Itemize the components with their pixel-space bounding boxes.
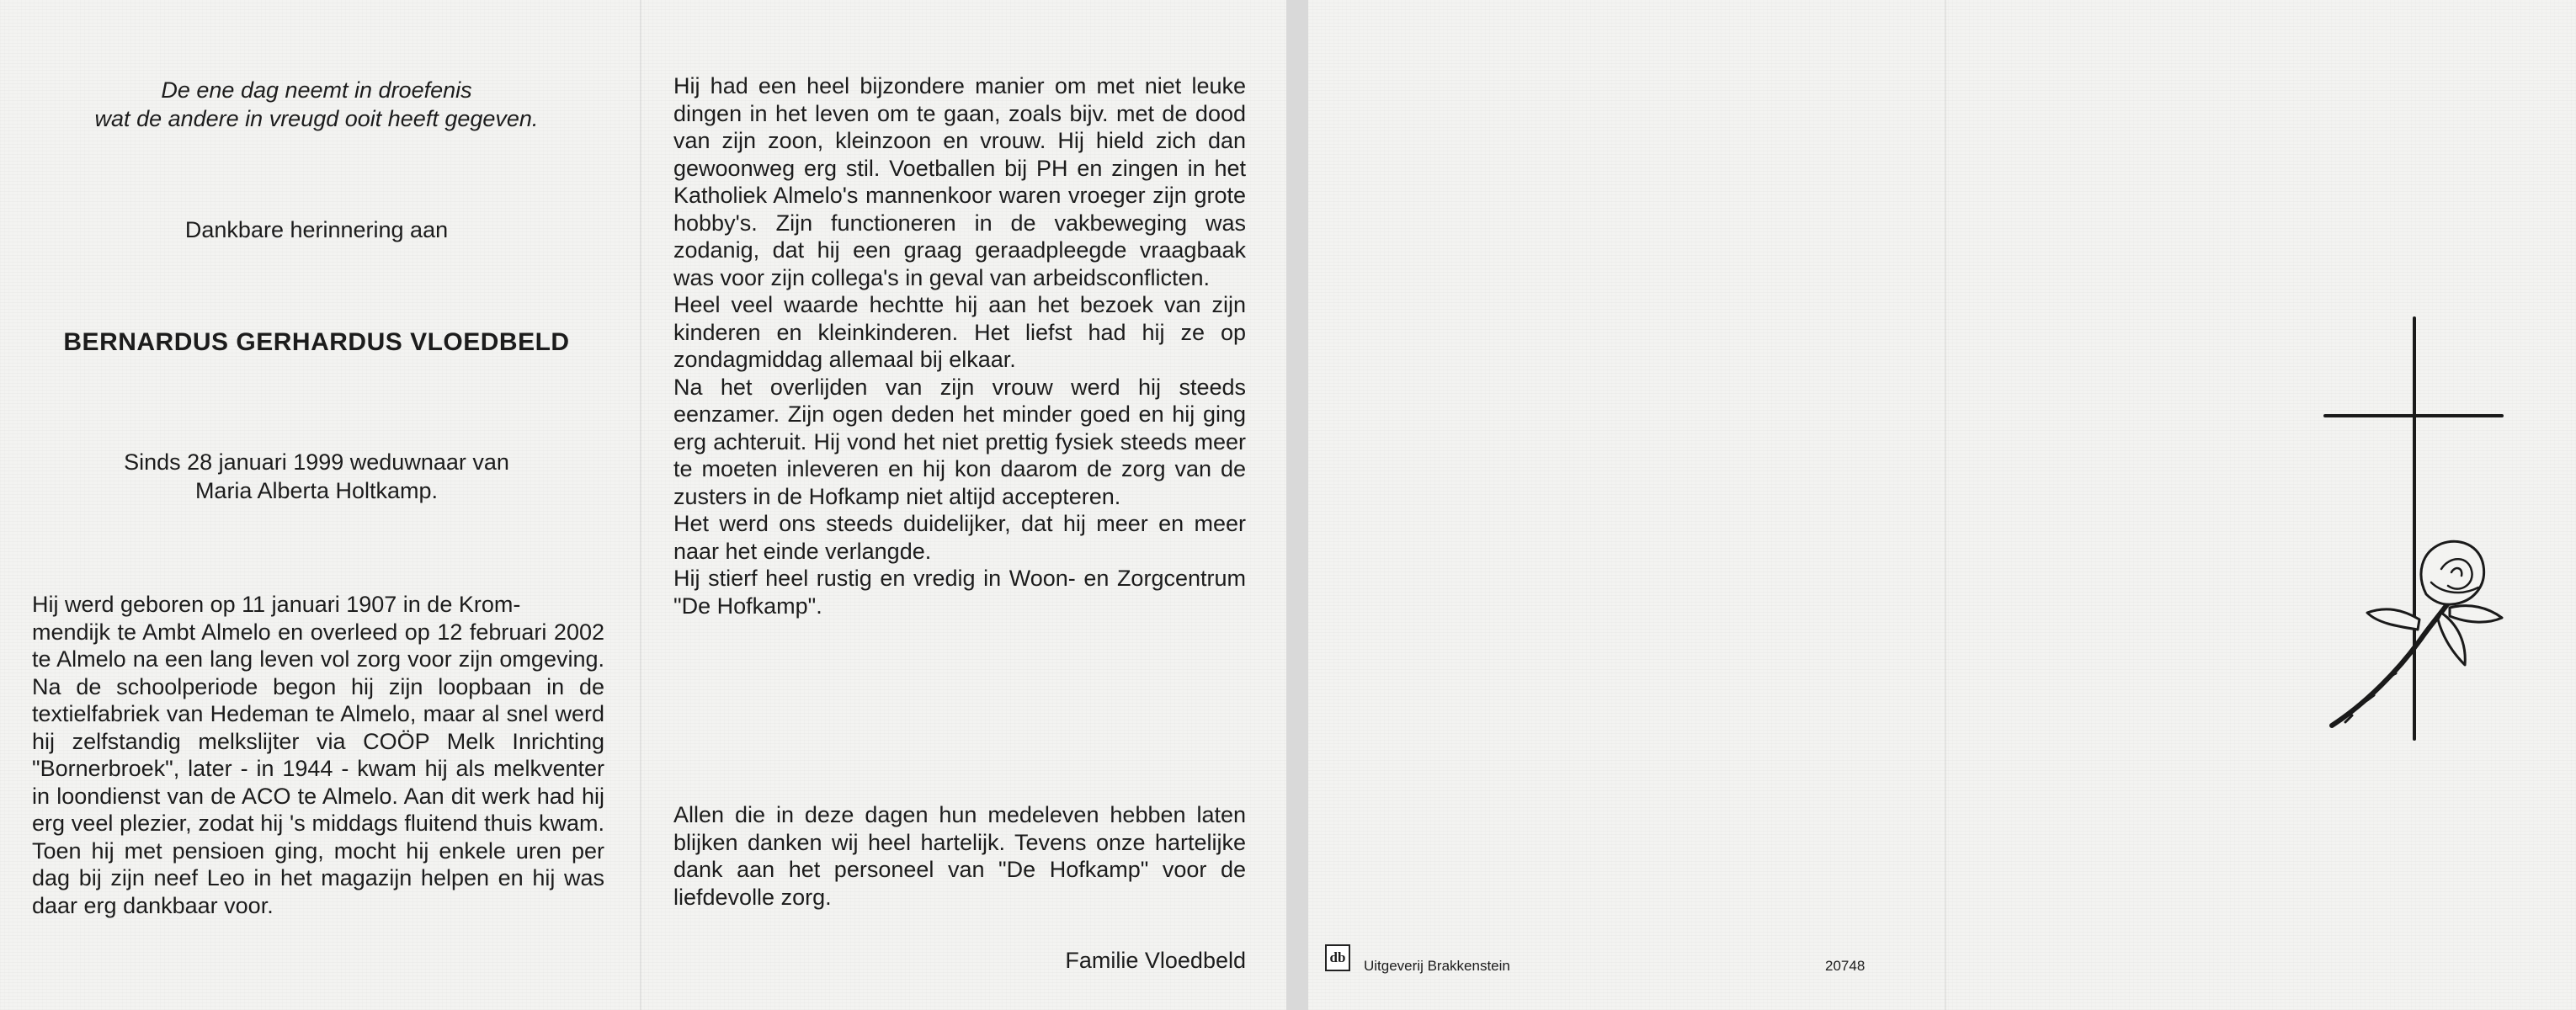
dedication-text: Dankbare herinnering aan [184,217,449,242]
widower-note [34,448,599,505]
opening-verse [34,76,599,133]
center-fold [640,0,641,1010]
widower-line-1: Sinds 28 januari 1999 weduwnaar van [124,449,509,475]
thanks-paragraph: Allen die in deze dagen hun medeleven hebben laten blijken danken wij heel hartelijk. Tevens onze hartelijke dank aan het personeel van "De Hofkamp" voor de liefdevolle zorg. [673,802,1246,910]
card-number: 20748 [1825,958,1865,974]
outside-fold [1945,0,1946,1010]
card-inside-sheet [0,0,1286,1010]
family-signature: Familie Vloedbeld [1065,948,1246,973]
biography-paragraph-left: Hij werd geboren op 11 januari 1907 in de Krom- mendijk te Ambt Almelo en overleed op 12 februari 2002 te Almelo na een lang leven vol zorg voor zijn omgeving. Na de schoolperiode begon hij zijn loopbaan in de textielfabriek van Hedeman te Almelo, maar al snel werd hij zelfstandig melkslijter via COÖP Melk Inrichting "Bornerbroek", later - in 1944 - kwam hij als melkventer in loondienst van de ACO te Almelo. Aan dit werk had hij erg veel plezier, zodat hij 's middags fluitend thuis kwam. Toen hij met pensioen ging, mocht hij enkele uren per dag bij zijn neef Leo in het magazijn helpen en hij was daar erg dankbaar voor. [32,592,604,918]
publisher-logo: db [1325,944,1350,971]
verse-line-1: De ene dag neemt in droefenis [161,77,472,103]
cross-with-rose-icon [2315,316,2509,741]
widower-line-2: Maria Alberta Holtkamp. [194,478,439,503]
publisher-name: Uitgeverij Brakkenstein [1364,958,1510,974]
biography-paragraph-right: Hij had een heel bijzondere manier om met niet leuke dingen in het leven om te gaan, zoals bijv. met de dood van zijn zoon, kleinzoon en vrouw. Hij hield zich dan gewoonweg erg stil. Voetballen bij PH en zingen in het Katholiek Almelo's mannenkoor waren vroeger zijn grote hobby's. Zijn functioneren in de vakbeweging was zodanig, dat hij een graag geraadpleegde vraagbaak was voor zijn collega's in geval van arbeidsconflicten. Heel veel waarde hechtte hij aan het bezoek van zijn kinderen en kleinkinderen. Het liefst had hij ze op zondagmiddag allemaal bij elkaar. Na het overlijden van zijn vrouw werd hij steeds eenzamer. Zijn ogen deden het minder goed en hij ging erg achteruit. Hij vond het niet prettig fysiek steeds meer te moeten inleveren en hij kon daarom de zorg van de zusters in de Hofkamp niet altijd accepteren. Het werd ons steeds duidelijker, dat hij meer en meer naar het einde verlangde. Hij stierf heel rustig en vredig in Woon- en Zorgcentrum "De Hofkamp". [673,73,1246,619]
deceased-name: BERNARDUS GERHARDUS VLOEDBELD [63,328,570,356]
verse-line-2: wat de andere in vreugd ooit heeft gegeven. [94,106,539,131]
